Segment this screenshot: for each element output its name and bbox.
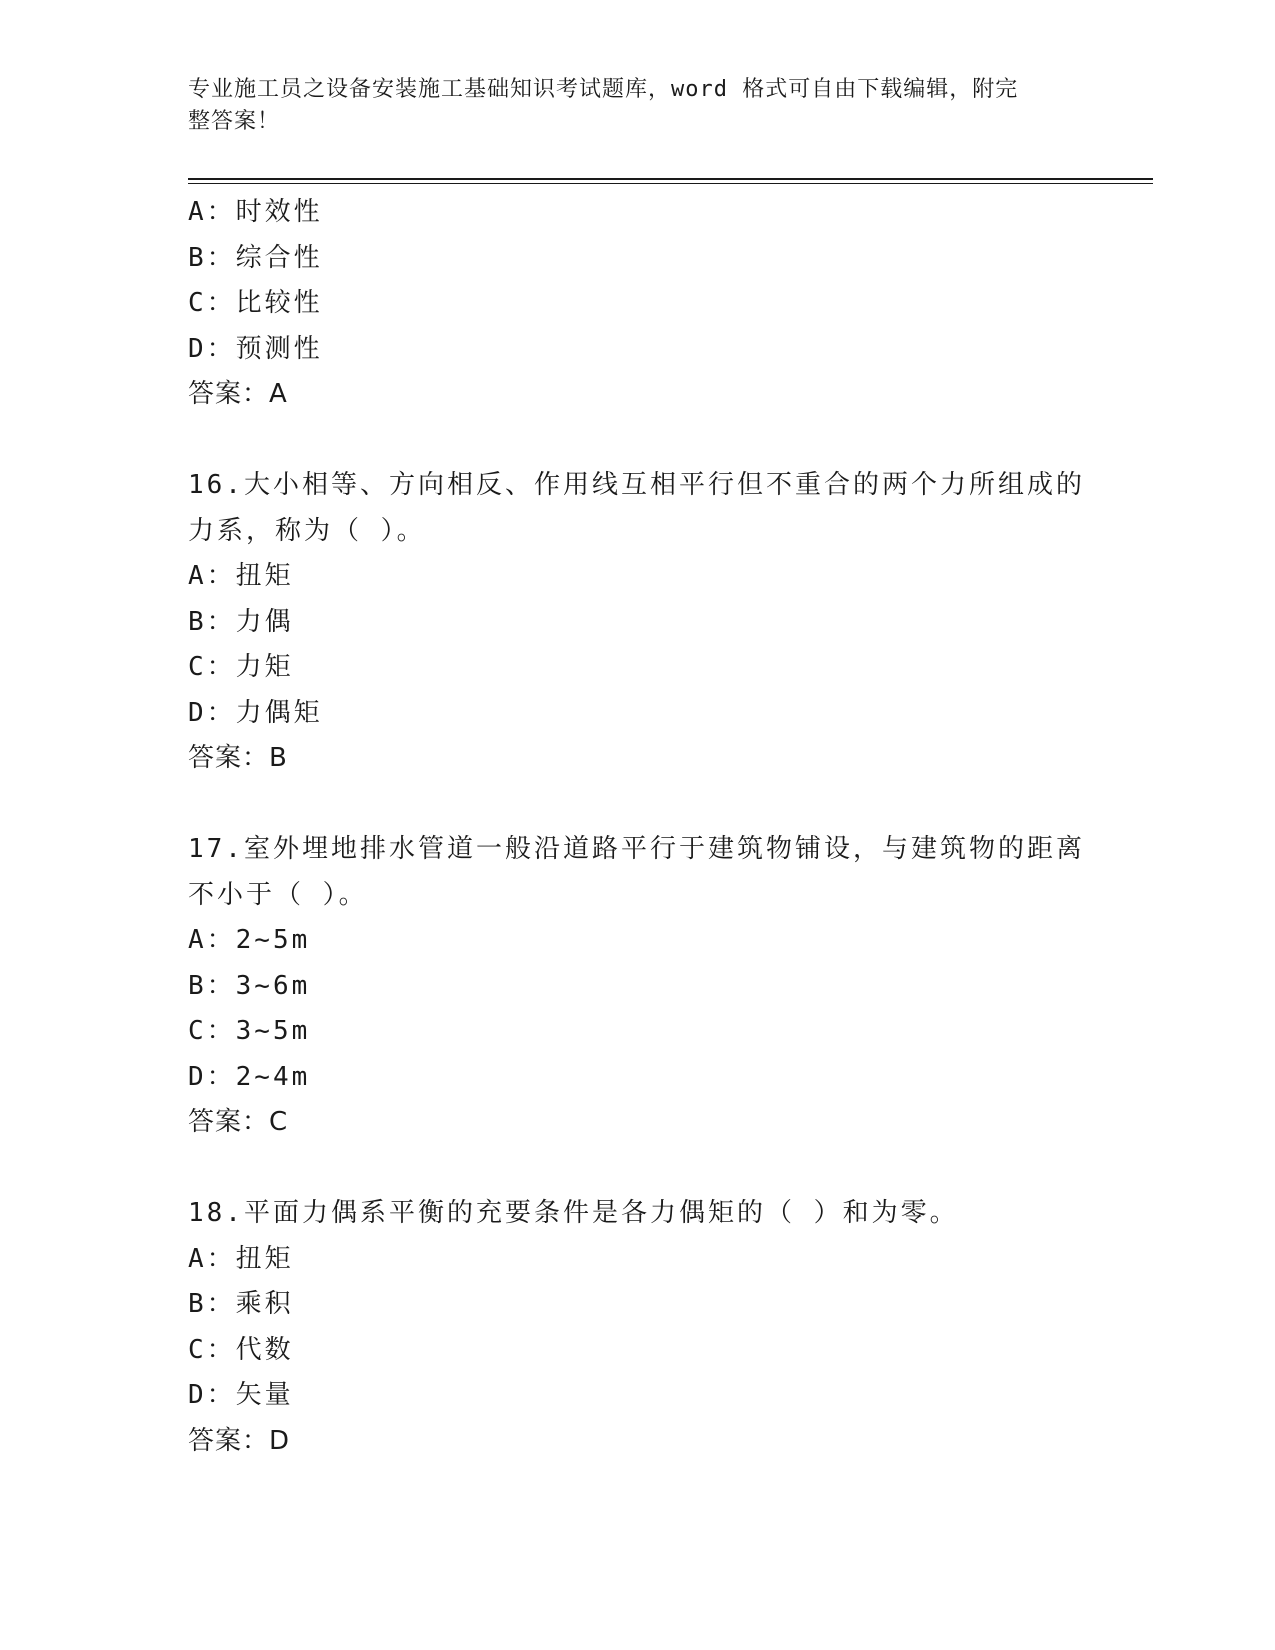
question-text-line-2: 不小于（ ）。 — [188, 879, 368, 910]
document-header — [188, 74, 1068, 138]
option-c: C：3~5m — [188, 1016, 311, 1046]
option-b: B：综合性 — [188, 242, 323, 273]
answer-line: 答案：A — [188, 379, 288, 409]
option-b: B：力偶 — [188, 606, 294, 637]
question-text-line-2: 力系，称为（ ）。 — [188, 515, 426, 546]
option-c: C：力矩 — [188, 652, 294, 682]
question-15-continued — [188, 190, 1088, 418]
option-b: B：乘积 — [188, 1289, 294, 1319]
question-text-line-1: 18.平面力偶系平衡的充要条件是各力偶矩的（ ）和为零。 — [188, 1198, 959, 1228]
option-d: D：2~4m — [188, 1061, 311, 1092]
option-c: C：比较性 — [188, 288, 323, 318]
header-line-1: 专业施工员之设备安装施工基础知识考试题库，word 格式可自由下载编辑，附完 — [188, 77, 1019, 102]
answer-line: 答案：D — [188, 1425, 291, 1456]
option-b: B：3~6m — [188, 970, 311, 1001]
question-16 — [188, 463, 1088, 782]
option-c: C：代数 — [188, 1334, 294, 1365]
option-a: A：时效性 — [188, 197, 323, 227]
question-text-line-1: 17.室外埋地排水管道一般沿道路平行于建筑物铺设，与建筑物的距离 — [188, 834, 1085, 864]
option-a: A：2~5m — [188, 925, 311, 955]
header-line-2: 整答案！ — [188, 109, 281, 134]
spacer — [188, 782, 1088, 828]
option-d: D：矢量 — [188, 1380, 294, 1410]
option-a: A：扭矩 — [188, 1243, 294, 1274]
question-18 — [188, 1191, 1088, 1464]
header-divider-thick — [188, 178, 1153, 180]
answer-line: 答案：B — [188, 743, 288, 773]
answer-line: 答案：C — [188, 1107, 289, 1137]
question-list — [188, 190, 1088, 1464]
question-17 — [188, 827, 1088, 1146]
option-d: D：力偶矩 — [188, 697, 323, 728]
header-divider-thin — [188, 183, 1153, 184]
question-text-line-1: 16.大小相等、方向相反、作用线互相平行但不重合的两个力所组成的 — [188, 470, 1085, 500]
option-d: D：预测性 — [188, 333, 323, 364]
spacer — [188, 1146, 1088, 1192]
spacer — [188, 418, 1088, 464]
option-a: A：扭矩 — [188, 561, 294, 591]
